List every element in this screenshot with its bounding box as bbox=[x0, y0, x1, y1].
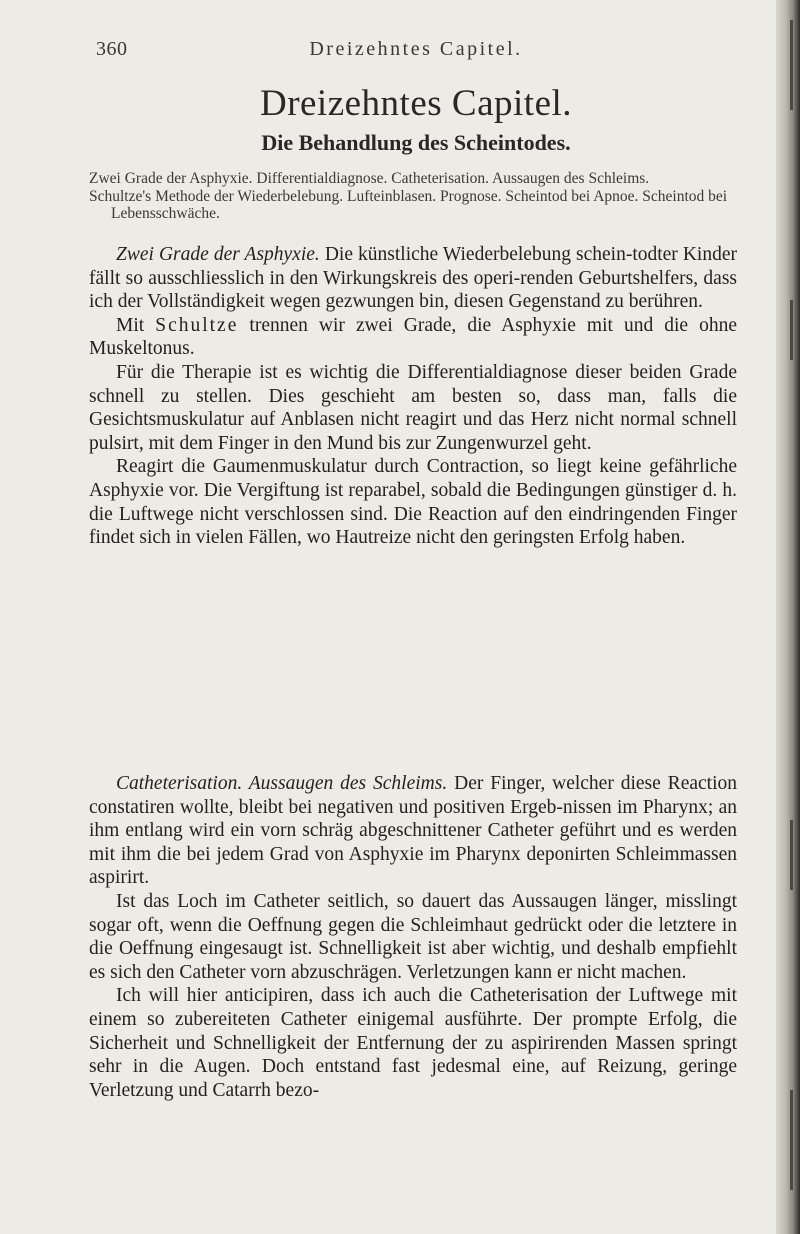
page-edge-shadow bbox=[776, 0, 800, 1234]
paragraph bbox=[89, 772, 737, 890]
paragraph: Reagirt die Gaumenmuskulatur durch Contraction, so liegt keine gefährliche Asphyxie vor. Die Vergiftung ist reparabel, sobald die Bedingungen günstiger d. h. die Luftwege nicht verschlossen sind. Die Reaction auf den eindringenden Finger findet sich in vielen Fällen, wo Hautreize nicht den geringsten Erfolg haben. bbox=[89, 456, 737, 549]
running-title: Dreizehntes Capitel. bbox=[309, 38, 523, 60]
edge-mark bbox=[790, 1090, 793, 1190]
edge-mark bbox=[790, 300, 793, 360]
paragraph: Für die Therapie ist es wichtig die Differentialdiagnose dieser beiden Grade schnell zu stellen. Dies geschieht am besten so, dass man, falls die Gesichtsmuskulatur auf Anblasen nicht reagirt und das Herz nicht normal schnell pulsirt, mit dem Finger in den Mund bis zur Zungenwurzel geht. bbox=[89, 361, 737, 454]
paragraph-text: Mit bbox=[116, 314, 156, 336]
section-lead: Zwei Grade der Asphyxie. bbox=[116, 244, 320, 265]
paragraph: Ich will hier anticipiren, dass ich auch die Catheterisation der Luftwege mit einem so zubereiteten Catheter einigemal ausführte. Der prompte Erfolg, die Sicherheit und Schnelligkeit der Entfernung der zu aspirirenden Massen springt sehr in die Augen. Doch entstand fast jedesmal eine, auf Reizung, geringe Verletzung und Catarrh bezo- bbox=[89, 985, 737, 1101]
summary-line-2: Schultze's Methode der Wiederbelebung. Lufteinblasen. Prognose. Scheintod bei Apnoe. Scheintod bei Lebensschwäche. bbox=[89, 187, 728, 222]
edge-mark bbox=[790, 820, 793, 890]
paragraph bbox=[89, 243, 737, 314]
section-lead: Catheterisation. Aussaugen des Schleims. bbox=[116, 773, 448, 794]
page-number: 360 bbox=[96, 38, 128, 60]
summary-line-1: Zwei Grade der Asphyxie. Differentialdiagnose. Catheterisation. Aussaugen des Schleims. bbox=[89, 170, 650, 187]
chapter-subtitle: Die Behandlung des Scheintodes. bbox=[261, 130, 571, 155]
paragraph-text: Der Finger, welcher diese Reaction constatiren wollte, bleibt bei negativen und positiven Ergeb-nissen im Pharynx; an ihm entlang wird ein vorn schräg abgeschnittener Catheter geführt und es werden mit ihm die bei jedem Grad von Asphyxie im Pharynx deponirten Schleimmassen aspirirt. bbox=[89, 773, 737, 889]
paragraph-text: Die künstliche Wiederbelebung schein-todter Kinder fällt so ausschliesslich in den Wirkungskreis des operi-renden Geburtshelfers, dass ich der Vollständigkeit wegen gezwungen bin, diesen Gegenstand zu berühren. bbox=[89, 244, 737, 313]
section-asphyxie bbox=[89, 243, 737, 550]
author-name: Schultze bbox=[155, 314, 239, 336]
paragraph bbox=[89, 314, 737, 361]
paragraph-text: trennen wir zwei Grade, die Asphyxie mit und die ohne Muskeltonus. bbox=[89, 314, 737, 360]
chapter-title: Dreizehntes Capitel. bbox=[259, 83, 573, 124]
section-catheterisation bbox=[89, 772, 737, 1102]
edge-mark bbox=[790, 20, 793, 110]
running-header bbox=[96, 38, 736, 62]
paragraph: Ist das Loch im Catheter seitlich, so dauert das Aussaugen länger, misslingt sogar oft, wenn die Oeffnung gegen die Schleimhaut gedrückt oder die letztere in die Oeffnung eingesaugt ist. Schnelligkeit ist aber wichtig, und deshalb empfiehlt es sich den Catheter vorn abzuschrägen. Verletzungen kann er nicht machen. bbox=[89, 890, 737, 983]
chapter-summary bbox=[89, 170, 737, 223]
